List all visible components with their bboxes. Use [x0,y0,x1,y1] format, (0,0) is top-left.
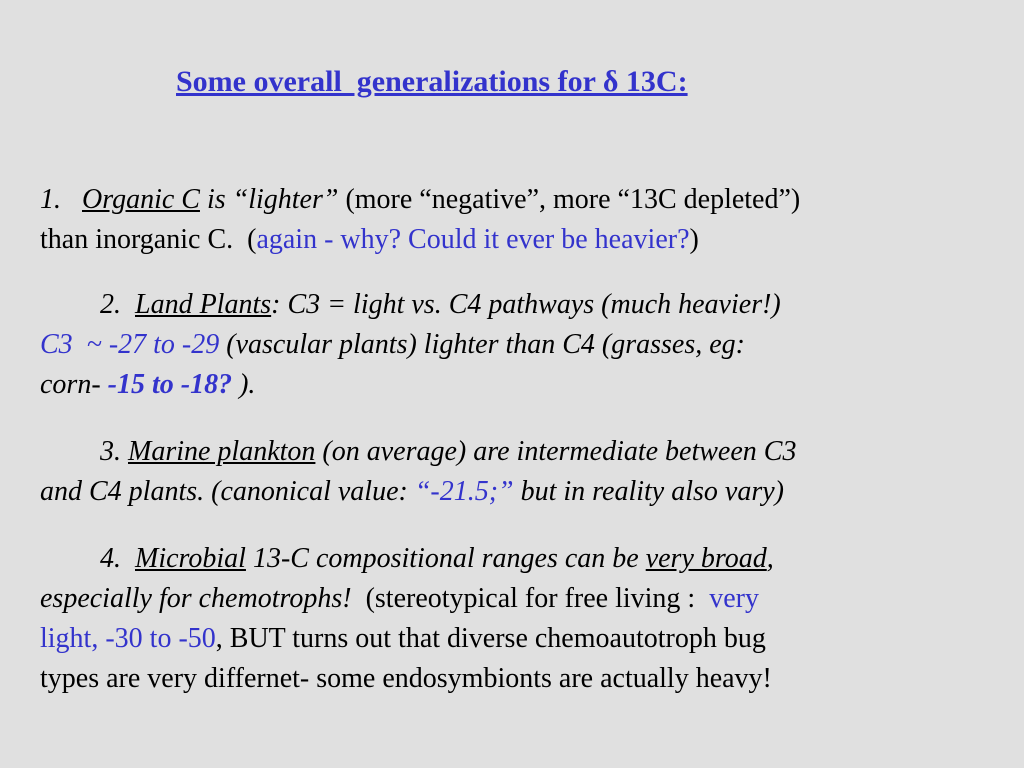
paragraph-line [40,325,1000,365]
term-land-plants: Land Plants [135,289,272,320]
paragraph-line [40,220,1000,260]
plain-text: (stereotypical for free living : [351,583,710,614]
term-microbial: Microbial [135,543,246,574]
item-number: 1. [40,184,61,215]
italic-text: ). [232,369,256,400]
italic-text: : C3 = light vs. C4 pathways (much heavier!) [271,289,781,320]
question-text: again - why? Could it ever be heavier? [256,224,690,255]
italic-phrase: is “lighter” [199,184,346,215]
plain-text: types are very differnet- some endosymbionts are actually heavy! [40,663,772,694]
term-organic-c: Organic C [82,184,200,215]
slide-title: Some overall generalizations for δ 13C: [176,65,688,98]
item-number: 3. [100,436,128,467]
c3-range: C3 ~ -27 to -29 [40,329,220,360]
italic-text: 13-C compositional ranges can be [245,543,646,574]
paragraph-line [40,472,1000,512]
paragraph-marine-plankton [40,432,1000,512]
paragraph-line [40,180,1000,220]
italic-text: corn- [40,369,108,400]
c4-range: -15 to -18? [107,369,233,400]
paragraph-line [40,365,1000,405]
italic-text: especially for chemotrophs! [40,583,352,614]
paragraph-line [40,659,1000,699]
very-text: very [709,583,759,614]
paragraph-line [40,539,1000,579]
canonical-value: “-21.5;” [414,476,514,507]
italic-text: (on average) are intermediate between C3 [315,436,797,467]
plain-text: than inorganic C. ( [40,224,257,255]
item-number: 2. [100,289,135,320]
paragraph-line [40,285,1000,325]
paragraph-microbial [40,539,1000,699]
paragraph-line [40,432,1000,472]
very-broad-text: very broad [645,543,767,574]
plain-text: (more “negative”, more “13C depleted”) [345,184,801,215]
paragraph-organic-c [40,180,1000,260]
paragraph-line [40,619,1000,659]
plain-text: , BUT turns out that diverse chemoautotroph bug [215,623,766,654]
italic-text: but in reality also vary) [513,476,784,507]
light-range: light, -30 to -50 [40,623,216,654]
term-marine-plankton: Marine plankton [128,436,316,467]
item-number: 4. [100,543,135,574]
close-paren: ) [689,224,699,255]
paragraph-line [40,579,1000,619]
italic-text: (vascular plants) lighter than C4 (grasses, eg: [219,329,746,360]
paragraph-land-plants [40,285,1000,405]
comma: , [766,543,774,574]
italic-text: and C4 plants. (canonical value: [40,476,415,507]
